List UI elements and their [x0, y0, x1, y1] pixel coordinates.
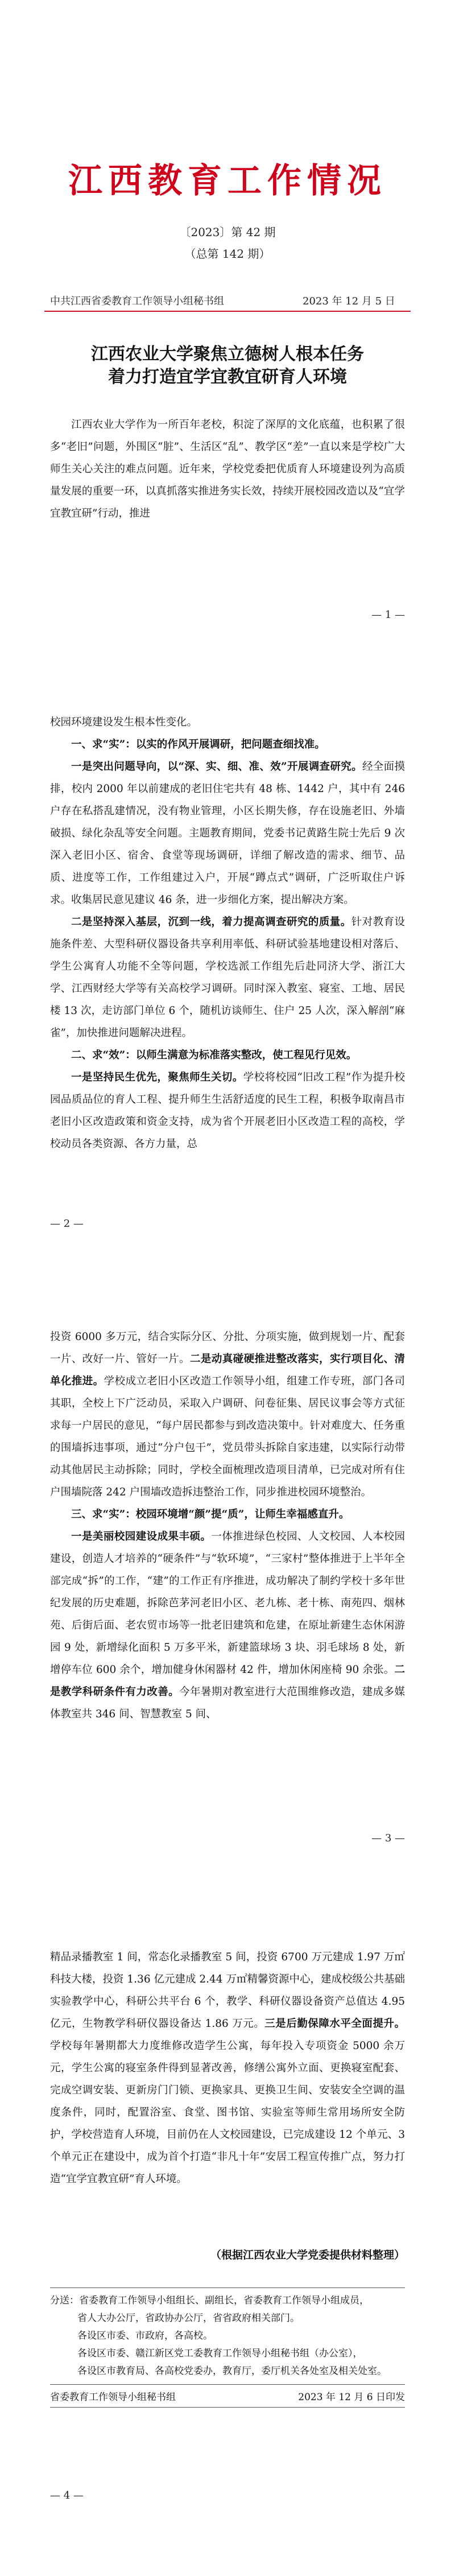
- page2-body: [50, 711, 405, 1155]
- page2-paragraph-3: [50, 1066, 405, 1155]
- page3-p2-text: 学校成立老旧小区改造工作领导小组，组建工作专班，部门各司其职，全校上下广泛动员，采取入户调研、问卷征集、居民议事会等方式征求每一户居民的意见，“每户居民都参与到改造决策中。针对难度大、任务重的围墙拆违事项，通过“分户包干”，党员带头拆除自家违建，以实际行动带动其他居民主动拆除；同时，学校全面梳理改造项目清单，已完成对所有住户围墙院落 242 户围墙改造拆违整治工作，同步推进校园环境整治。: [50, 1375, 405, 1498]
- page3-paragraph-3: [50, 1526, 405, 1725]
- total-issue-number: （总第 142 期）: [184, 247, 271, 261]
- page3-p4-lead: 二是教学科研条件有力改善。: [50, 1664, 405, 1698]
- distribution-mid-rule: [50, 2384, 405, 2385]
- distribution-bottom-rule: [50, 2407, 405, 2408]
- page1-body: [50, 414, 405, 525]
- page3-p3-text: 一体推进绿色校园、人文校园、人本校园建设，创造人才培养的“硬条件”与“软环境”，“三家村”整体推进于上半年全部完成“拆”的工作，“建”的工作正有序推进，成功解决了制约学校十多年世纪发展的历史难题，拆除芭茅河老旧小区、老九栋、老十栋、南苑四、烟林苑、后街后面、老农贸市场等一批老旧建筑和危建，在原址新建生态休闲游园 9 处，新增绿化面积 5 万多平米，新建篮球场 3 块、羽毛球场 8 处，新增停车位 600 余个，增加健身休闲器材 42 件，增加休闲座椅 90 余张。: [50, 1531, 405, 1676]
- issue-number: 〔2023〕第 42 期: [179, 225, 276, 239]
- masthead-title: 江西教育工作情况: [68, 161, 387, 201]
- distribution-line: 各设区市教育局、各高校党委办，教育厅，委厅机关各处室及相关处室。: [77, 2365, 387, 2377]
- page2-paragraph-2: [50, 911, 405, 1044]
- issue-date: 2023 年 12 月 5 日: [303, 295, 395, 307]
- page2-paragraph-1: [50, 756, 405, 911]
- header-red-rule: [44, 311, 411, 312]
- page2-continuation: 校园环境建设发生根本性变化。: [50, 716, 198, 728]
- page3-p1-text: 投资 6000 多万元，结合实际分区、分批、分项实施，做到规划一片、配套一片、改好一片、管好一片。: [50, 1331, 405, 1365]
- section-heading-2: 二、求“效”：以师生满意为标准落实整改，使工程见行见效。: [71, 1049, 357, 1061]
- page1-paragraph: 江西农业大学作为一所百年老校，积淀了深厚的文化底蕴，也积累了很多“老旧”问题，外围区“脏”、生活区“乱”、教学区“差”一直以来是学校广大师生关心关注的难点问题。近年来，学校党委把优质育人环境建设列为高质量发展的重要一环，以真抓落实推进务实长效，持续开展校园改造以及“宜学宜教宜研”行动，推进: [50, 419, 405, 520]
- article-title-line2: 着力打造宜学宜教宜研育人环境: [108, 367, 347, 387]
- page-number-1: — 1 —: [371, 609, 405, 621]
- page4-paragraph-1: [50, 1946, 405, 2190]
- page-number-2: — 2 —: [50, 1218, 84, 1230]
- section-heading-1: 一、求“实”：以实的作风开展调研，把问题查细找准。: [71, 739, 325, 751]
- distribution-line: 各设区市委、赣江新区党工委教育工作领导小组秘书组（办公室），: [77, 2348, 363, 2359]
- printing-date: 2023 年 12 月 6 日印发: [298, 2392, 405, 2403]
- page4-body: [50, 1946, 405, 2190]
- page3-body: [50, 1326, 405, 1725]
- page3-p4-text: 今年暑期对教室进行大范围维修改造，建成多媒体教室共 346 间、智慧教室 5 间、: [50, 1686, 405, 1720]
- issuing-org: 中共江西省委教育工作领导小组秘书组: [50, 295, 224, 307]
- page3-p1-lead: 二是动真碰硬推进整改落实，实行项目化、清单化推进。: [50, 1353, 405, 1387]
- page2-p2-text: 针对教育设施条件差、大型科研仪器设备共享利用率低、科研试验基地建设相对落后、学生公寓育人功能不全等问题，学校选派工作组先后赴同济大学、浙江大学、江西财经大学等有关高校学习调研。同时深入教室、寝室、工地、居民楼 13 次，走访部门单位 6 个，随机访谈师生、住户 25 人次，深入解剖“麻雀”，加快推进问题解决进程。: [50, 916, 405, 1039]
- page4-p1-text: 精品录播教室 1 间，常态化录播教室 5 间，投资 6700 万元建成 1.97 万㎡科技大楼，投资 1.36 亿元建成 2.44 万㎡精馨资源中心，建成校级公共基础实验教学中心，科研公共平台 6 个，教学、科研仪器设备资产总值达 4.95 亿元，生物教学科研仪器设备达 1.86 万元。: [50, 1951, 405, 2030]
- distribution-line: 各设区市委、市政府，各高校。: [77, 2330, 213, 2342]
- page4-p2-text: 学校每年暑期都大力度维修改造学生公寓，每年投入专项资金 5000 余万元，学生公寓的寝室条件得到显著改善，修缮公寓外立面、更换寝室配套、完成空调安装、更新房门门锁、更换家具、更换卫生间、安装安全空调的温度条件，同时，配置浴室、食堂、图书馆、实验室等师生常用场所安全防护，学校营造育人环境，目前仍在人文校园建设，已完成建设 12 个单元、3 个单元正在建设中，成为首个打造“非凡十年”安居工程宣传推广点，努力打造“宜学宜教宜研”育人环境。: [50, 2040, 405, 2185]
- page2-p1-text: 经全面摸排，校内 2000 年以前建成的老旧住宅共有 48 栋、1442 户，其中有 246 户存在私搭乱建情况，没有物业管理，小区长期失修，存在设施老旧、外墙破损、绿化杂乱等安全问题。主题教育期间，党委书记黄路生院士先后 9 次深入老旧小区、宿舍、食堂等现场调研，详细了解改造的需求、细节、品质、进度等工作，工作组建过入户，开展“蹲点式”调研，广泛听取住户诉求。收集居民意见建议 46 条，进一步细化方案，提出解决方案。: [50, 761, 405, 906]
- distribution-line: 省人大办公厅，省政协办公厅，省省政府相关部门。: [77, 2313, 300, 2324]
- printing-org: 省委教育工作领导小组秘书组: [50, 2392, 176, 2403]
- distribution-list: [50, 2292, 405, 2380]
- section-heading-3: 三、求“实”：校园环境增“颜”提“质”，让师生幸福感直升。: [71, 1508, 350, 1520]
- page-number-4: — 4 —: [50, 2490, 84, 2501]
- page4-p1-lead: 三是后勤保障水平全面提升。: [264, 2018, 405, 2030]
- page2-p2-lead: 二是坚持深入基层，沉到一线，着力提高调查研究的质量。: [71, 916, 351, 928]
- source-note: （根据江西农业大学党委提供材料整理）: [210, 2249, 405, 2261]
- printing-footer: [50, 2389, 405, 2403]
- page2-p3-text: 学校将校园“旧改工程”作为提升校园品质品位的育人工程、提升师生生活舒适度的民生工程，积极争取南昌市老旧小区改造政策和资金支持，成为省个开展老旧小区改造工程的高校，学校动员各类资源、各方力量，总: [50, 1071, 405, 1150]
- article-title-line1: 江西农业大学聚焦立德树人根本任务: [91, 344, 364, 364]
- page-number-3: — 3 —: [371, 1832, 405, 1844]
- distribution-line: 分送：省委教育工作领导小组组长、副组长，省委教育工作领导小组成员，: [50, 2295, 369, 2306]
- page2-p3-lead: 一是坚持民生优先，聚焦师生关切。: [71, 1071, 243, 1083]
- page3-p3-lead: 一是美丽校园建设成果丰硕。: [71, 1531, 212, 1543]
- page2-p1-lead: 一是突出问题导向，以“深、实、细、准、效”开展调查研究。: [71, 761, 362, 773]
- page3-paragraph-1: [50, 1326, 405, 1503]
